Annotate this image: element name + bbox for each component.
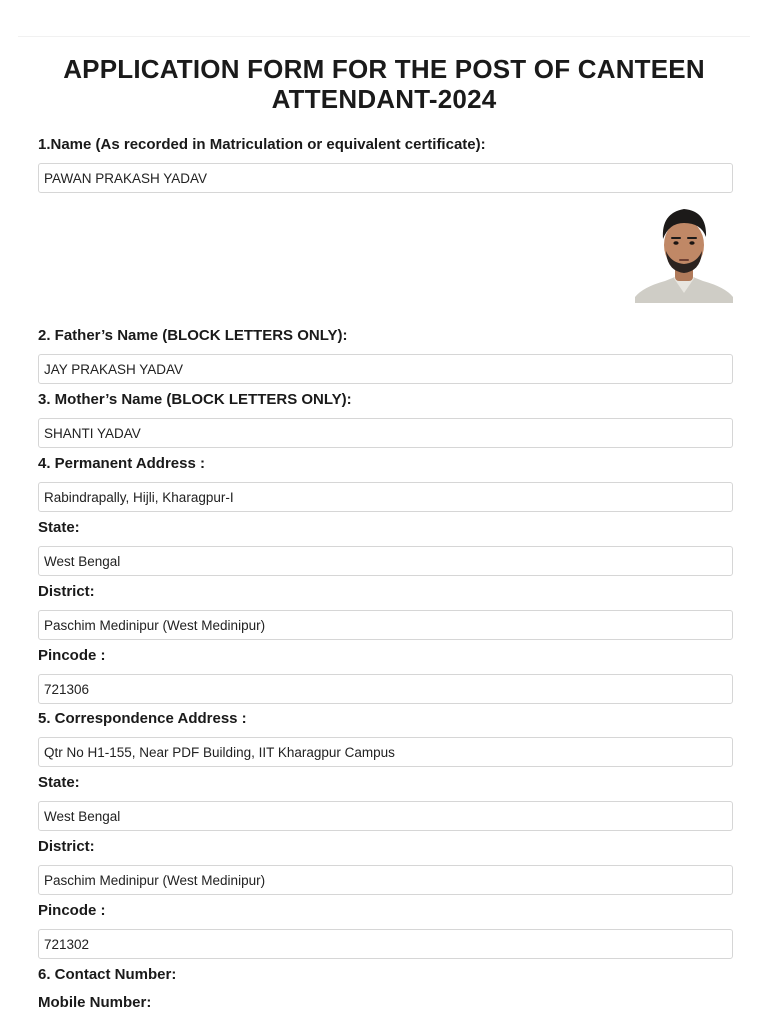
applicant-photo-icon	[635, 201, 733, 303]
mother-name-label: 3. Mother’s Name (BLOCK LETTERS ONLY):	[38, 391, 352, 408]
correspondence-district-input[interactable]	[38, 865, 733, 895]
father-name-label: 2. Father’s Name (BLOCK LETTERS ONLY):	[38, 327, 348, 344]
correspondence-address-input[interactable]	[38, 737, 733, 767]
correspondence-state-input[interactable]	[38, 801, 733, 831]
correspondence-district-label: District:	[38, 838, 95, 855]
correspondence-pincode-label: Pincode :	[38, 902, 106, 919]
mobile-number-label: Mobile Number:	[38, 994, 152, 1011]
permanent-address-input[interactable]	[38, 482, 733, 512]
permanent-district-input[interactable]	[38, 610, 733, 640]
form-title: APPLICATION FORM FOR THE POST OF CANTEEN ATTENDANT-2024	[63, 54, 705, 114]
correspondence-address-label: 5. Correspondence Address :	[38, 710, 247, 727]
top-divider	[18, 36, 750, 37]
father-name-input[interactable]	[38, 354, 733, 384]
permanent-district-label: District:	[38, 583, 95, 600]
name-input[interactable]	[38, 163, 733, 193]
permanent-address-label: 4. Permanent Address :	[38, 455, 205, 472]
permanent-pincode-input[interactable]	[38, 674, 733, 704]
correspondence-state-label: State:	[38, 774, 80, 791]
permanent-pincode-label: Pincode :	[38, 647, 106, 664]
applicant-photo	[635, 201, 733, 303]
mother-name-input[interactable]	[38, 418, 733, 448]
correspondence-pincode-input[interactable]	[38, 929, 733, 959]
contact-number-label: 6. Contact Number:	[38, 966, 177, 983]
permanent-state-label: State:	[38, 519, 80, 536]
permanent-state-input[interactable]	[38, 546, 733, 576]
name-label: 1.Name (As recorded in Matriculation or equivalent certificate):	[38, 136, 486, 153]
